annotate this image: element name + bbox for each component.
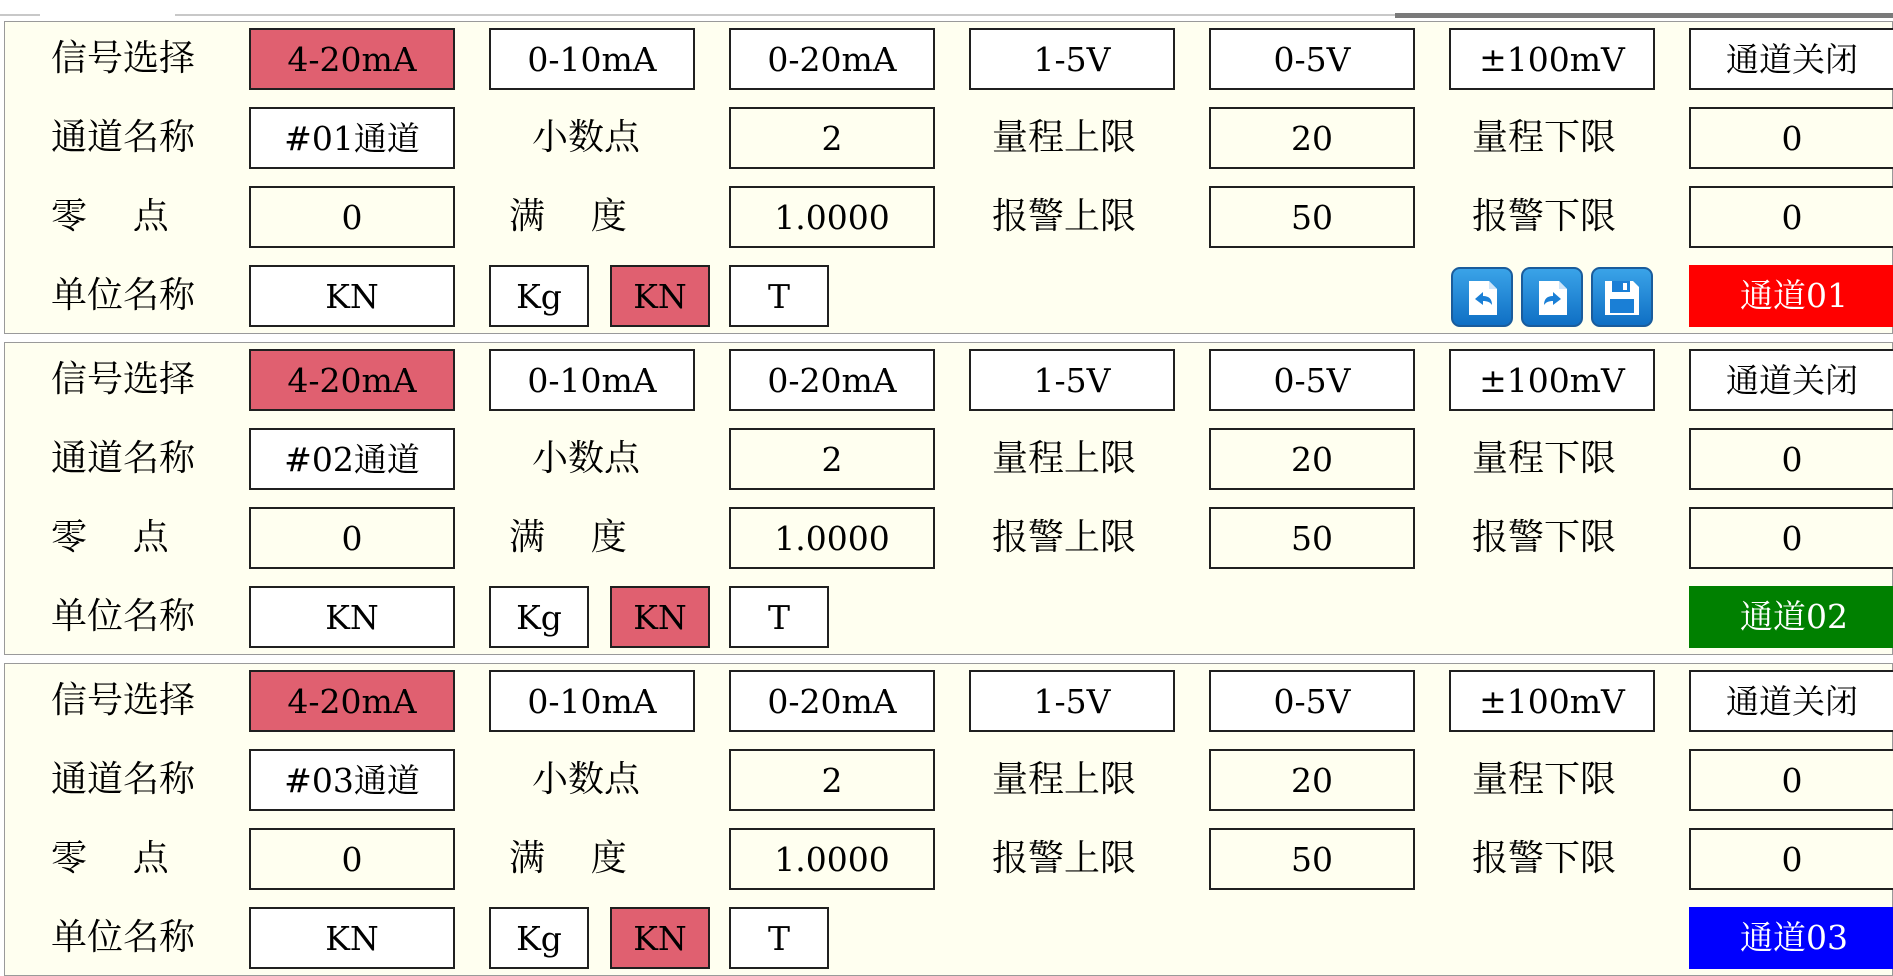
decimal-point-field[interactable]: 2	[729, 107, 935, 169]
alarm-lower-field[interactable]: 0	[1689, 186, 1893, 248]
decimal-point-field[interactable]: 2	[729, 428, 935, 490]
zero-point-field[interactable]: 0	[249, 507, 455, 569]
channel-button[interactable]: 通道03	[1689, 907, 1893, 969]
decimal-point-field[interactable]: 2	[729, 749, 935, 811]
alarm-lower-field[interactable]: 0	[1689, 828, 1893, 890]
unit-option-button[interactable]: KN	[610, 265, 710, 327]
channel-panel	[4, 663, 1893, 976]
unit-option-button[interactable]: T	[729, 265, 829, 327]
signal-option-button[interactable]: 0-10mA	[489, 28, 695, 90]
range-upper-label: 量程上限	[992, 117, 1137, 158]
signal-option-button[interactable]: 1-5V	[969, 28, 1175, 90]
alarm-lower-field[interactable]: 0	[1689, 507, 1893, 569]
signal-option-button[interactable]: 0-10mA	[489, 349, 695, 411]
alarm-lower-label: 报警下限	[1472, 196, 1617, 237]
unit-name-label: 单位名称	[51, 917, 196, 958]
signal-option-button[interactable]: ±100mV	[1449, 670, 1655, 732]
range-lower-label: 量程下限	[1472, 117, 1617, 158]
channel-button[interactable]: 通道02	[1689, 586, 1893, 648]
channel-name-field[interactable]: #02通道	[249, 428, 455, 490]
signal-option-button[interactable]: 0-5V	[1209, 670, 1415, 732]
range-lower-field[interactable]: 0	[1689, 428, 1893, 490]
range-lower-field[interactable]: 0	[1689, 107, 1893, 169]
save-button[interactable]	[1591, 267, 1653, 327]
channel-name-label: 通道名称	[51, 438, 196, 479]
undo-button[interactable]	[1451, 267, 1513, 327]
channel-name-field[interactable]: #01通道	[249, 107, 455, 169]
signal-option-button[interactable]: 1-5V	[969, 670, 1175, 732]
signal-option-button[interactable]: 0-20mA	[729, 670, 935, 732]
signal-option-button[interactable]: 1-5V	[969, 349, 1175, 411]
range-lower-field[interactable]: 0	[1689, 749, 1893, 811]
range-lower-label: 量程下限	[1472, 759, 1617, 800]
unit-option-button[interactable]: Kg	[489, 265, 589, 327]
range-upper-field[interactable]: 20	[1209, 107, 1415, 169]
unit-option-button[interactable]: KN	[610, 586, 710, 648]
range-upper-field[interactable]: 20	[1209, 749, 1415, 811]
alarm-lower-label: 报警下限	[1472, 517, 1617, 558]
top-tab-bar	[0, 0, 1893, 20]
alarm-upper-label: 报警上限	[992, 838, 1137, 879]
range-upper-label: 量程上限	[992, 759, 1137, 800]
decimal-point-label: 小数点	[532, 438, 641, 479]
signal-select-label: 信号选择	[51, 680, 196, 721]
zero-point-label: 零 点	[51, 838, 169, 879]
channel-name-label: 通道名称	[51, 117, 196, 158]
unit-option-button[interactable]: KN	[610, 907, 710, 969]
active-tab[interactable]	[40, 0, 175, 16]
zero-point-label: 零 点	[51, 196, 169, 237]
range-upper-field[interactable]: 20	[1209, 428, 1415, 490]
signal-option-button[interactable]: 4-20mA	[249, 670, 455, 732]
range-upper-label: 量程上限	[992, 438, 1137, 479]
signal-select-label: 信号选择	[51, 359, 196, 400]
unit-option-button[interactable]: T	[729, 907, 829, 969]
unit-name-field[interactable]: KN	[249, 586, 455, 648]
unit-option-button[interactable]: Kg	[489, 586, 589, 648]
channel-name-field[interactable]: #03通道	[249, 749, 455, 811]
signal-option-button[interactable]: 0-10mA	[489, 670, 695, 732]
alarm-upper-field[interactable]: 50	[1209, 507, 1415, 569]
unit-name-label: 单位名称	[51, 596, 196, 637]
full-scale-field[interactable]: 1.0000	[729, 828, 935, 890]
full-scale-label: 满 度	[509, 196, 627, 237]
signal-option-button[interactable]: 0-5V	[1209, 28, 1415, 90]
zero-point-label: 零 点	[51, 517, 169, 558]
full-scale-label: 满 度	[509, 517, 627, 558]
alarm-upper-label: 报警上限	[992, 517, 1137, 558]
signal-option-button[interactable]: 通道关闭	[1689, 349, 1893, 411]
full-scale-field[interactable]: 1.0000	[729, 186, 935, 248]
signal-option-button[interactable]: ±100mV	[1449, 28, 1655, 90]
unit-option-button[interactable]: T	[729, 586, 829, 648]
unit-option-button[interactable]: Kg	[489, 907, 589, 969]
signal-option-button[interactable]: 通道关闭	[1689, 28, 1893, 90]
alarm-lower-label: 报警下限	[1472, 838, 1617, 879]
signal-option-button[interactable]: 0-20mA	[729, 349, 935, 411]
signal-select-label: 信号选择	[51, 38, 196, 79]
signal-option-button[interactable]: 0-20mA	[729, 28, 935, 90]
signal-option-button[interactable]: 通道关闭	[1689, 670, 1893, 732]
range-lower-label: 量程下限	[1472, 438, 1617, 479]
full-scale-label: 满 度	[509, 838, 627, 879]
zero-point-field[interactable]: 0	[249, 828, 455, 890]
channel-panel	[4, 21, 1893, 334]
zero-point-field[interactable]: 0	[249, 186, 455, 248]
channel-name-label: 通道名称	[51, 759, 196, 800]
alarm-upper-field[interactable]: 50	[1209, 186, 1415, 248]
unit-name-label: 单位名称	[51, 275, 196, 316]
signal-option-button[interactable]: ±100mV	[1449, 349, 1655, 411]
decimal-point-label: 小数点	[532, 117, 641, 158]
decimal-point-label: 小数点	[532, 759, 641, 800]
signal-option-button[interactable]: 4-20mA	[249, 28, 455, 90]
full-scale-field[interactable]: 1.0000	[729, 507, 935, 569]
unit-name-field[interactable]: KN	[249, 907, 455, 969]
redo-button[interactable]	[1521, 267, 1583, 327]
signal-option-button[interactable]: 0-5V	[1209, 349, 1415, 411]
alarm-upper-field[interactable]: 50	[1209, 828, 1415, 890]
horizontal-scrollbar[interactable]	[1395, 13, 1893, 18]
channel-panel	[4, 342, 1893, 655]
unit-name-field[interactable]: KN	[249, 265, 455, 327]
alarm-upper-label: 报警上限	[992, 196, 1137, 237]
signal-option-button[interactable]: 4-20mA	[249, 349, 455, 411]
channel-button[interactable]: 通道01	[1689, 265, 1893, 327]
